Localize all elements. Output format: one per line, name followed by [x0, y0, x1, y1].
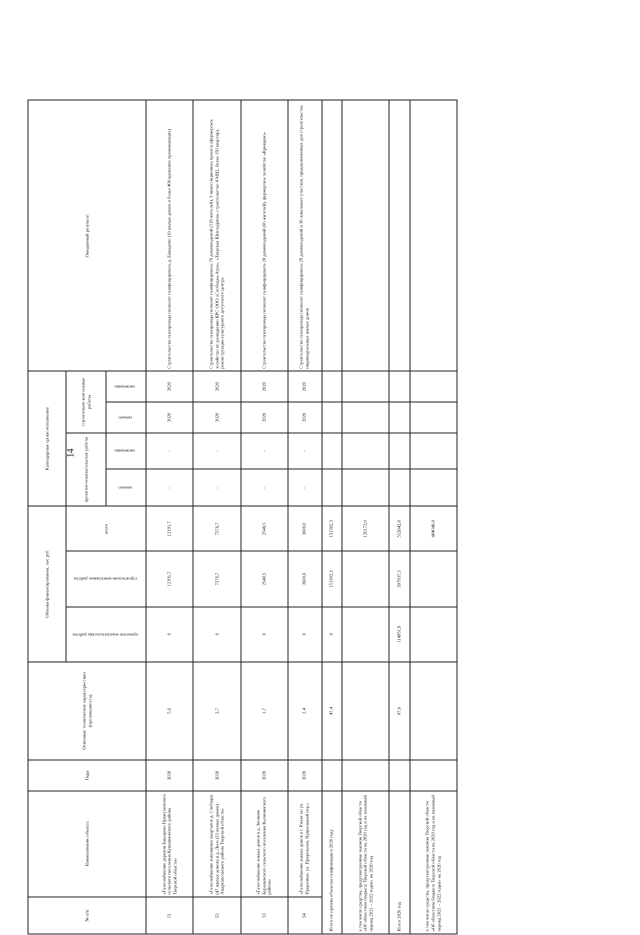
total-fin-total: 126172,0: [342, 506, 389, 551]
col-name-header: Наименование объекта: [28, 791, 146, 897]
row-cal-p-start: -: [146, 470, 193, 507]
total-fin-construction: [410, 551, 457, 606]
row-fin-total: 2548,5: [241, 506, 288, 551]
col-finance-header: Объемы финансирования, тыс руб: [28, 506, 66, 662]
row-num: 53: [241, 897, 288, 934]
row-fin-project: 0: [146, 607, 193, 662]
cal-p-start-header: начало: [106, 470, 146, 507]
row-cal-p-end: -: [193, 433, 240, 470]
cal-construction-header: строительно-монтажные работы: [66, 371, 106, 432]
row-fin-total: 7276,7: [193, 506, 240, 551]
total-fin-project: 0: [322, 607, 342, 662]
cal-c-start-header: начало: [106, 402, 146, 433]
total-label: в том числе средства, предусмотренные законом Тверской области «Об областном бюджете Тверской области на 2020 год и на плановый период 2021 – 2022 годов» на 2020 год: [410, 791, 457, 934]
total-row: [342, 100, 389, 934]
total-fin-total: 151302,3: [322, 506, 342, 551]
row-tech: 2,4: [288, 662, 322, 760]
col-num-header: № п/п: [28, 897, 146, 934]
total-row: [389, 100, 409, 934]
row-fin-construction: 2548,5: [241, 551, 288, 606]
total-fin-project: [342, 607, 389, 662]
row-name: «Газоснабжение жилищных кварталов д. Слободка (47 жилых домов) и д. Леси (23 жилых домов) Андреапольского района Тверской области»: [193, 791, 240, 897]
row-cal-c-end: 2020: [241, 371, 288, 402]
total-fin-project: 114951,9: [389, 607, 409, 662]
table-row: [146, 100, 193, 934]
total-label: Итого по прочим объектам газификации в 2020 году: [322, 791, 342, 934]
total-label: Итого 2020 год: [389, 791, 409, 934]
row-cal-p-start: -: [288, 470, 322, 507]
row-result: Строительство газопровода позволит газифицировать 28 домовладений (66 жителей), фермерское хозяйство «Кривцево»: [241, 100, 288, 371]
table-row: [193, 100, 240, 934]
row-result: Строительство газопровода позволит газифицировать 70 домовладений (118 жителей), 3 инвестиционных проекта (фермерское хозяйство по разведению КРС ООО «Слободка-Агро», «Тверская Шевтадрина» строительство 4 МВ2, более 150 квартир), реконструкция культурного досугового центра: [193, 100, 240, 371]
total-tech: 87,0: [389, 662, 409, 760]
cal-p-end-header: окончание: [106, 433, 146, 470]
total-fin-project: [410, 607, 457, 662]
row-num: 51: [146, 897, 193, 934]
row-year: 2020: [288, 760, 322, 791]
objects-table: [28, 100, 458, 935]
total-fin-construction: 397937,3: [389, 551, 409, 606]
row-cal-c-end: 2020: [146, 371, 193, 402]
row-tech: 1,7: [241, 662, 288, 760]
col-calendar-header: Календарные сроки исполнения: [28, 371, 66, 506]
row-result: Строительство газопровода позволит газифицировать д. Башарово (10 жилых домов и более 400 временно проживающих): [146, 100, 193, 371]
total-label: в том числе средства, предусмотренные законом Тверской области «Об областном бюджете Тверской области на 2020 год и на плановый период 2021 – 2022 годов» на 2020 год: [342, 791, 389, 934]
cal-project-header: проектно-изыскательские работы: [66, 433, 106, 507]
row-name: «Газоснабжение жилых домов в д. Звонино Бурашевского сельского поселения Калининского района»: [241, 791, 288, 897]
col-years-header: Годы: [28, 760, 146, 791]
row-fin-project: 0: [193, 607, 240, 662]
total-tech: [342, 662, 389, 760]
row-tech: 2,7: [193, 662, 240, 760]
fin-total-header: всего: [66, 506, 146, 551]
row-cal-p-end: -: [241, 433, 288, 470]
total-fin-total: 512842,8: [389, 506, 409, 551]
row-num: 54: [288, 897, 322, 934]
total-fin-construction: 151302,3: [322, 551, 342, 606]
row-fin-construction: 7276,7: [193, 551, 240, 606]
row-num: 52: [193, 897, 240, 934]
total-fin-construction: [342, 551, 389, 606]
row-name: «Газоснабжение деревни Башарово Прямухинского сельского поселения Кувшиновского района Тверской области»: [146, 791, 193, 897]
row-cal-p-start: -: [193, 470, 240, 507]
row-fin-construction: 12191,7: [146, 551, 193, 606]
fin-project-header: проектно-изыскательские работы: [66, 607, 146, 662]
row-cal-c-start: 2020: [193, 402, 240, 433]
row-cal-p-start: -: [241, 470, 288, 507]
col-result-header: Ожидаемый результат: [28, 100, 146, 371]
table-row: [241, 100, 288, 934]
col-tech-header: Основные технические характеристики (протяженность): [28, 662, 146, 760]
fin-construction-header: строительно-монтажные работы: [66, 551, 146, 606]
row-fin-project: 0: [288, 607, 322, 662]
row-cal-c-start: 2020: [288, 402, 322, 433]
row-cal-p-end: -: [288, 433, 322, 470]
total-row: [322, 100, 342, 934]
row-cal-c-end: 2020: [288, 371, 322, 402]
row-fin-project: 0: [241, 607, 288, 662]
row-cal-p-end: -: [146, 433, 193, 470]
row-fin-total: 3600,0: [288, 506, 322, 551]
page-number: 14: [65, 448, 76, 458]
row-year: 2020: [146, 760, 193, 791]
table-row: [288, 100, 322, 934]
row-fin-construction: 3600,0: [288, 551, 322, 606]
row-year: 2020: [193, 760, 240, 791]
row-result: Строительство газопровода позволит газифицировать 29 домовладений и 30 земельных участков, предназначенных для строительства индивидуальных жилых домов: [288, 100, 322, 371]
total-tech: 47,4: [322, 662, 342, 760]
row-cal-c-start: 2020: [146, 402, 193, 433]
row-cal-c-end: 2020: [193, 371, 240, 402]
row-tech: 5,6: [146, 662, 193, 760]
rotated-table-sheet: [28, 100, 458, 935]
row-name: «Газоснабжение жилых домов в г. Ржеве по ул. Приречная, ул. Прирельная, Прирельный пер.»: [288, 791, 322, 897]
row-cal-c-start: 2020: [241, 402, 288, 433]
total-row: [410, 100, 457, 934]
total-tech: [410, 662, 457, 760]
row-year: 2020: [241, 760, 288, 791]
cal-c-end-header: окончание: [106, 371, 146, 402]
row-fin-total: 12191,7: [146, 506, 193, 551]
total-fin-total: 404648,8: [410, 506, 457, 551]
